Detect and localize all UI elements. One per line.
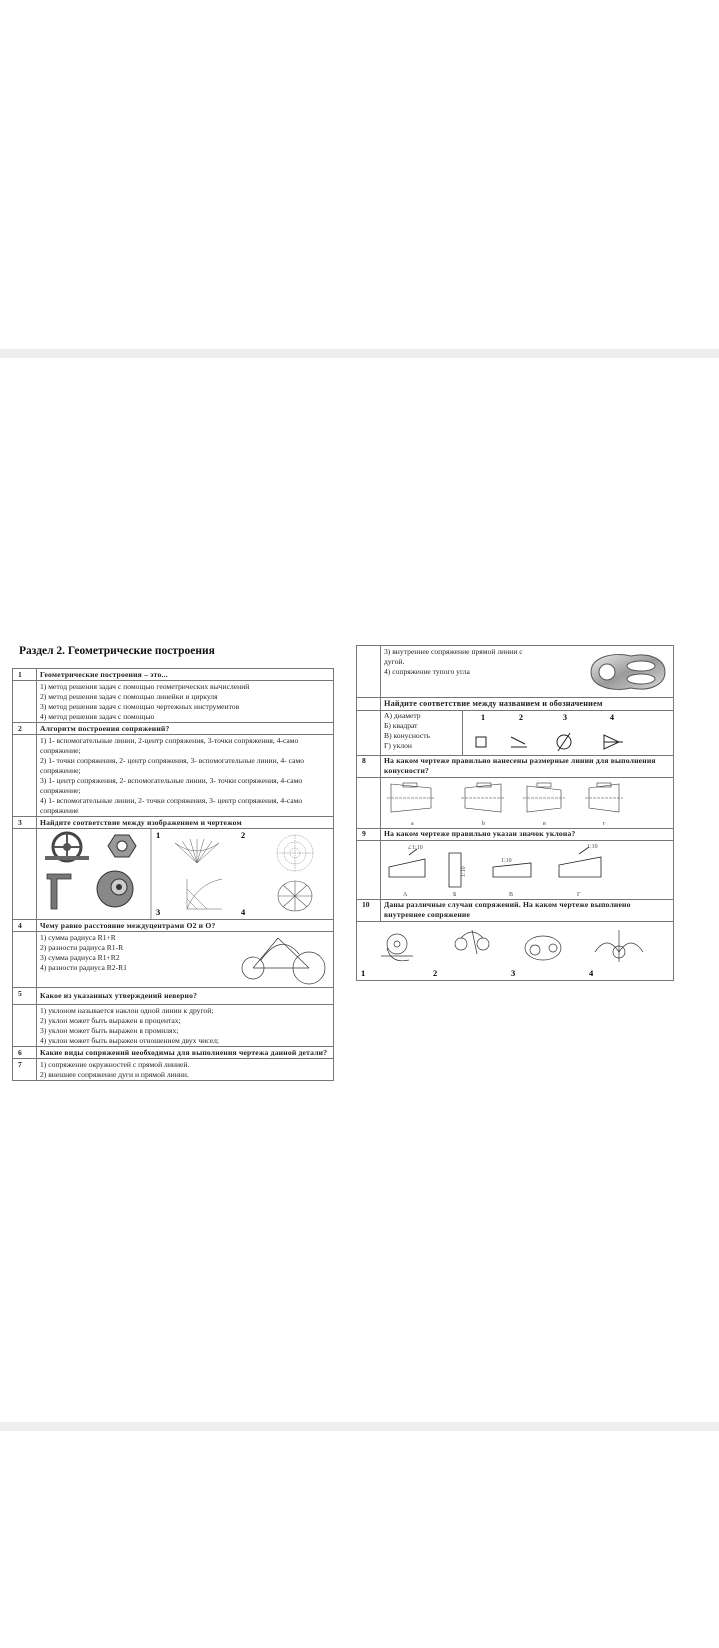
question-9-row xyxy=(357,828,674,840)
question-10-drawings xyxy=(357,921,674,980)
question-6-continued xyxy=(357,646,674,698)
right-question-table xyxy=(356,645,674,981)
option-text: 2) внешнее сопряжение дуги и прямой линии. xyxy=(40,1069,189,1079)
question-number: 2 xyxy=(13,723,37,735)
question-text: Найдите соответствие между изображением и чертежом xyxy=(37,817,334,829)
question-5-row xyxy=(13,988,334,1005)
question-4-row xyxy=(13,920,334,932)
question-number: 1 xyxy=(13,669,37,681)
drawing-label: 1 xyxy=(156,830,161,841)
drawing-label: b xyxy=(482,820,485,827)
question-text: Какие виды сопряжений необходимы для выполнения чертежа данной детали? xyxy=(37,1047,334,1059)
taper-drawing-a xyxy=(387,783,435,812)
drawing-label: 3 xyxy=(511,967,516,978)
square-symbol-icon xyxy=(476,737,486,747)
fan-construction-drawing xyxy=(175,839,219,863)
option-text: 1) сопряжение окружностей с прямой линией. xyxy=(40,1059,190,1069)
drawing-label: А xyxy=(403,891,408,898)
question-5-options xyxy=(13,1005,334,1047)
question-8-row xyxy=(357,755,674,777)
slope-mark: 1:10 xyxy=(461,866,467,877)
question-text: Какое из указанных утверждений неверно? xyxy=(37,988,334,1005)
drawing-label: В xyxy=(509,891,514,898)
spiral-construction-drawing xyxy=(277,835,313,871)
option-text: 2) уклон может быть выражен в процентах; xyxy=(40,1015,181,1025)
conjugation-drawing-2 xyxy=(455,930,489,954)
symbols-figure xyxy=(463,711,673,755)
question-number: 9 xyxy=(357,828,381,840)
conjugation-drawing-3 xyxy=(525,936,561,960)
page-title: Раздел 2. Геометрические построения xyxy=(19,645,215,657)
question-6-row xyxy=(13,1047,334,1059)
symbol-number: 3 xyxy=(563,712,567,722)
conjugation-drawing-1 xyxy=(381,934,413,961)
spiral-cam-image xyxy=(97,871,133,907)
option-text: 2) 1- точки сопряжения, 2- центр сопряжения, 3- вспомогательные линии, 4- само сопряжение; xyxy=(40,755,305,775)
option-text: 3) сумма радиуса R1+R2 xyxy=(40,952,120,962)
question-number: 5 xyxy=(13,988,37,1005)
slope-drawing-b xyxy=(449,853,461,887)
slope-mark: 1:10 xyxy=(587,843,598,850)
question-number: 8 xyxy=(357,755,381,777)
page-separator-bottom xyxy=(0,1422,719,1431)
option-text: 1) 1- вспомогательные линии, 2-центр сопряжения, 3-точки сопряжения, 4-само сопряжение; xyxy=(40,735,299,755)
hex-nut-image xyxy=(108,835,136,857)
option-text: 4) уклон может быть выражен отношением двух чисел; xyxy=(40,1035,219,1045)
drawing-label: 3 xyxy=(156,907,161,918)
option-text: 3) уклон может быть выражен в промилях; xyxy=(40,1025,179,1035)
tangent-circles-drawing xyxy=(233,932,329,986)
question-10-row xyxy=(357,899,674,921)
drawing-label: Г xyxy=(577,891,581,898)
question-7b-row xyxy=(357,698,674,711)
ellipse-construction-drawing xyxy=(278,881,312,911)
symbol-number: 2 xyxy=(519,712,523,722)
option-text: 4) разности радиуса R2-R1 xyxy=(40,962,127,972)
question-text: Чему равно расстояние междуцентрами О2 и О? xyxy=(37,920,334,932)
taper-drawings-figure xyxy=(381,778,671,828)
page-separator-top xyxy=(0,349,719,358)
option-text: 1) уклоном называется наклон одной линии к другой; xyxy=(40,1005,214,1015)
question-7b-body xyxy=(357,710,674,755)
name-item: А) диаметр xyxy=(384,710,421,720)
question-number: 3 xyxy=(13,817,37,829)
conjugation-drawing-4 xyxy=(595,930,643,962)
option-text: 4) метод решения задач с помощью xyxy=(40,711,155,721)
question-2-row xyxy=(13,723,334,735)
slope-drawing-a xyxy=(389,859,425,877)
name-item: Г) уклон xyxy=(384,740,412,750)
detail-part-image xyxy=(585,648,669,696)
question-1-row xyxy=(13,669,334,681)
taper-drawing-g xyxy=(585,783,623,812)
question-text: Алгоритм построения сопряжений? xyxy=(37,723,334,735)
option-text: 3) 1- центр сопряжения, 2- вспомогательные линии, 3- точки сопряжения, 4-само сопряжение; xyxy=(40,775,303,795)
drawing-label: а xyxy=(411,820,414,827)
slope-mark: ∠1:10 xyxy=(407,844,423,851)
drawing-label: в xyxy=(543,820,546,827)
question-number: 10 xyxy=(357,899,381,921)
option-text: 2) метод решения задач с помощью линейки и циркуля xyxy=(40,691,218,701)
question-text: На каком чертеже правильно указан значок уклона? xyxy=(381,828,674,840)
name-item: Б) квадрат xyxy=(384,720,418,730)
slope-drawings-figure xyxy=(381,841,671,899)
curve-construction-drawing xyxy=(187,879,222,909)
taper-symbol-icon xyxy=(604,735,623,749)
question-8-drawings xyxy=(357,777,674,828)
bracket-part-image xyxy=(47,874,71,909)
left-question-table xyxy=(12,668,334,1081)
question-9-drawings xyxy=(357,840,674,899)
drawing-label: 2 xyxy=(241,830,246,841)
option-text: 1) сумма радиуса R1+R xyxy=(40,932,116,942)
name-item: В) конусность xyxy=(384,730,431,740)
question-1-options xyxy=(13,681,334,723)
question-4-options xyxy=(13,932,334,988)
option-text: дугой. xyxy=(384,656,405,666)
option-text: 4) сопряжение тупого угла xyxy=(384,666,470,676)
symbol-number: 4 xyxy=(610,712,614,722)
drawing-label: 1 xyxy=(361,967,366,978)
option-text: 1) метод решения задач с помощью геометрических вычислений xyxy=(40,681,250,691)
question-text: Даны различные случаи сопряжений. На каком чертеже выполнено внутреннее сопряжение xyxy=(381,899,674,921)
question-number: 7 xyxy=(13,1059,37,1081)
conjugation-drawings-figure xyxy=(357,922,673,980)
slope-drawing-v xyxy=(493,863,531,877)
drawing-label: Б xyxy=(453,891,457,898)
slope-mark: 1:10 xyxy=(501,857,512,864)
option-text: 3) внутреннее сопряжение прямой линии с xyxy=(384,646,523,656)
valve-handwheel-image xyxy=(45,833,89,861)
question-text: Геометрические построения – это... xyxy=(37,669,334,681)
question-number: 6 xyxy=(13,1047,37,1059)
drawing-label: 2 xyxy=(433,967,438,978)
question-3-images xyxy=(13,829,334,920)
question-number: 4 xyxy=(13,920,37,932)
option-text: 3) метод решения задач с помощью чертежных инструментов xyxy=(40,701,240,711)
option-text: 2) разности радиуса R1-R xyxy=(40,942,124,952)
matching-images-figure xyxy=(37,829,334,919)
option-text: 4) 1- вспомогательные линии, 2- точки сопряжения, 3- центр сопряжения, 4-само сопряжение xyxy=(40,795,303,815)
name-symbol-matching xyxy=(381,711,673,755)
question-text: Найдите соответствие между названием и обозначением xyxy=(381,698,674,711)
taper-drawing-v xyxy=(523,783,565,812)
taper-drawing-b xyxy=(461,783,505,812)
symbol-number: 1 xyxy=(481,712,485,722)
question-7-row xyxy=(13,1059,334,1081)
drawing-label: 4 xyxy=(241,907,246,918)
slope-symbol-icon xyxy=(511,737,527,747)
drawing-label: г xyxy=(603,820,606,827)
question-2-options xyxy=(13,735,334,817)
drawing-label: 4 xyxy=(589,967,594,978)
question-3-row xyxy=(13,817,334,829)
question-text: На каком чертеже правильно нанесены размерные линии для выполнения конусности? xyxy=(381,755,674,777)
diameter-symbol-icon xyxy=(557,733,571,751)
slope-drawing-g xyxy=(559,857,601,877)
